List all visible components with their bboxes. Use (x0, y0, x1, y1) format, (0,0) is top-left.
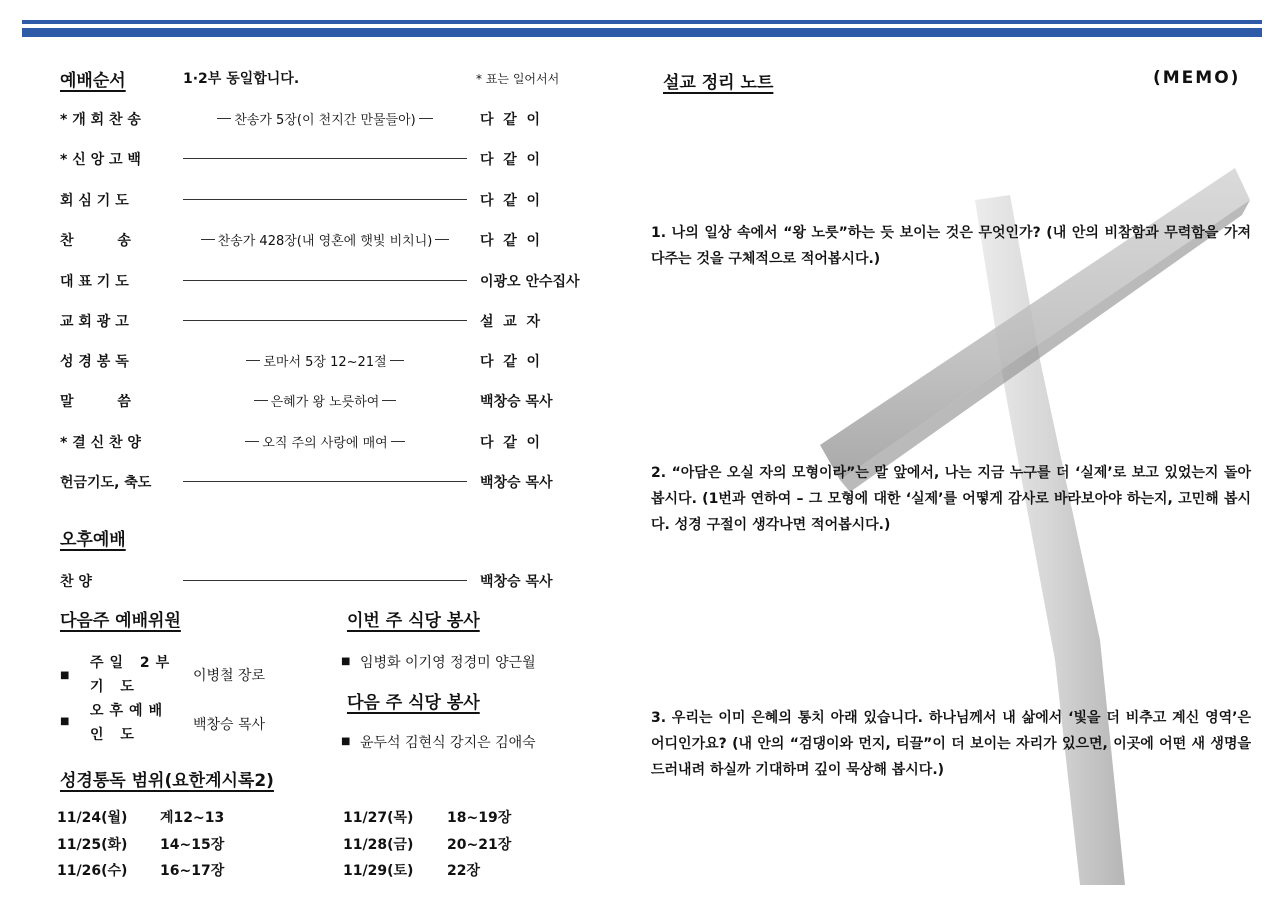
reading-date: 11/28(금) (343, 837, 414, 853)
question-1: 1. 나의 일상 속에서 “왕 노릇”하는 듯 보이는 것은 무엇인가? (내 안의 비참함과 무력함을 가져다주는 것을 구체적으로 적어봅시다.) (651, 225, 1251, 267)
order-row-right: 다 같 이 (480, 435, 541, 451)
order-row-right: 다 같 이 (480, 354, 541, 370)
order-row-middle (180, 271, 470, 289)
memo-label: (MEMO) (1153, 68, 1241, 88)
order-row-label: 찬 송 (60, 233, 131, 249)
order-row-right: 다 같 이 (480, 112, 541, 128)
reading-date: 11/24(월) (57, 810, 128, 826)
order-row-middle (180, 190, 470, 208)
order-row-right: 다 같 이 (480, 152, 541, 168)
order-row-middle-text: 찬송가 5장(이 천지간 만물들아) (234, 112, 416, 128)
order-row-label: * 결 신 찬 양 (60, 435, 141, 451)
order-row-label: 대 표 기 도 (60, 274, 129, 290)
order-row-label: * 개 회 찬 송 (60, 112, 141, 128)
order-row-label: 말 씀 (60, 394, 131, 410)
reading-range: 14~15장 (160, 837, 225, 853)
order-note: 1·2부 동일합니다. (183, 71, 300, 87)
sermon-notes-title: 설교 정리 노트 (663, 73, 774, 93)
reading-date: 11/26(수) (57, 863, 128, 879)
role-line2: 기 도 (90, 679, 140, 695)
order-row-middle (180, 351, 470, 369)
bullet-icon: ■ (60, 716, 70, 727)
role-line1: 주일 2부 (90, 655, 176, 671)
reading-range: 계12~13 (160, 810, 225, 826)
reading-date: 11/25(화) (57, 837, 128, 853)
bullet-icon: ■ (60, 670, 70, 681)
reading-range: 20~21장 (447, 837, 512, 853)
order-row-middle (180, 149, 470, 167)
order-row-middle (180, 311, 470, 329)
order-row-label: * 신 앙 고 백 (60, 152, 141, 168)
afternoon-row-middle (180, 571, 470, 589)
order-row-label: 헌금기도, 축도 (60, 475, 152, 491)
kitchen-next-names: 윤두석 김현식 강지은 김애숙 (360, 735, 536, 751)
order-row-right: 설 교 자 (480, 314, 541, 330)
kitchen-next-title: 다음 주 식당 봉사 (347, 693, 480, 713)
role-line2: 인 도 (90, 727, 140, 743)
order-row-middle (180, 230, 470, 248)
order-row-middle (180, 432, 470, 450)
role-line1: 오후예배 (90, 703, 169, 719)
standing-note: * 표는 일어서서 (476, 72, 560, 86)
order-row-label: 성 경 봉 독 (60, 354, 129, 370)
order-row-middle-text: 찬송가 428장(내 영혼에 햇빛 비치니) (217, 233, 433, 249)
question-2: 2. “아담은 오실 자의 모형이라”는 말 앞에서, 나는 지금 누구를 더 ‘실제’로 보고 있었는지 돌아봅시다. (1번과 연하여 – 그 모형에 대한 ‘실제’를 어떻게 감사로 바라보아야 하는지, 고민해 봅시다. 성경 구절이 생각나면 적어봅시다.) (651, 465, 1251, 533)
order-row-label: 회 심 기 도 (60, 193, 129, 209)
role-name: 이병철 장로 (193, 668, 266, 684)
order-row-middle (180, 109, 470, 127)
order-row-right: 백창승 목사 (480, 394, 553, 410)
order-row-middle-text: 은혜가 왕 노릇하여 (270, 394, 380, 410)
order-row-middle-text: 로마서 5장 12~21절 (263, 354, 387, 370)
reading-date: 11/29(토) (343, 863, 414, 879)
afternoon-row-label: 찬 양 (60, 574, 92, 590)
bullet-icon: ■ (341, 656, 351, 667)
order-row-middle (180, 472, 470, 490)
order-row-right: 이광오 안수집사 (480, 274, 580, 290)
reading-range: 16~17장 (160, 863, 225, 879)
order-row-middle-text: 오직 주의 사랑에 매여 (262, 435, 388, 451)
next-week-title: 다음주 예배위원 (60, 611, 181, 631)
afternoon-title: 오후예배 (60, 530, 126, 550)
reading-date: 11/27(목) (343, 810, 414, 826)
order-row-right: 다 같 이 (480, 233, 541, 249)
question-3: 3. 우리는 이미 은혜의 통치 아래 있습니다. 하나님께서 내 삶에서 ‘빛을 더 비추고 계신 영역’은 어디인가요? (내 안의 “검댕이와 먼지, 티끌”이 더 보이는 자리가 있으면, 이곳에 어떤 새 생명을 드러내려 하실까 기대하며 깊이 묵상해 봅시다.) (651, 710, 1251, 778)
afternoon-row-right: 백창승 목사 (480, 574, 553, 590)
reading-range: 18~19장 (447, 810, 512, 826)
bullet-icon: ■ (341, 736, 351, 747)
order-row-label: 교 회 광 고 (60, 314, 129, 330)
kitchen-this-names: 임병화 이기영 정경미 양근월 (360, 655, 536, 671)
kitchen-this-title: 이번 주 식당 봉사 (347, 611, 480, 631)
order-row-middle (180, 391, 470, 409)
order-title: 예배순서 (60, 71, 126, 91)
order-row-right: 백창승 목사 (480, 475, 553, 491)
reading-range: 22장 (447, 863, 481, 879)
order-row-right: 다 같 이 (480, 193, 541, 209)
role-name: 백창승 목사 (193, 717, 266, 733)
header-rule-thin (22, 20, 1262, 24)
header-rule-thick (22, 28, 1262, 37)
reading-title: 성경통독 범위(요한계시록2) (60, 771, 274, 791)
